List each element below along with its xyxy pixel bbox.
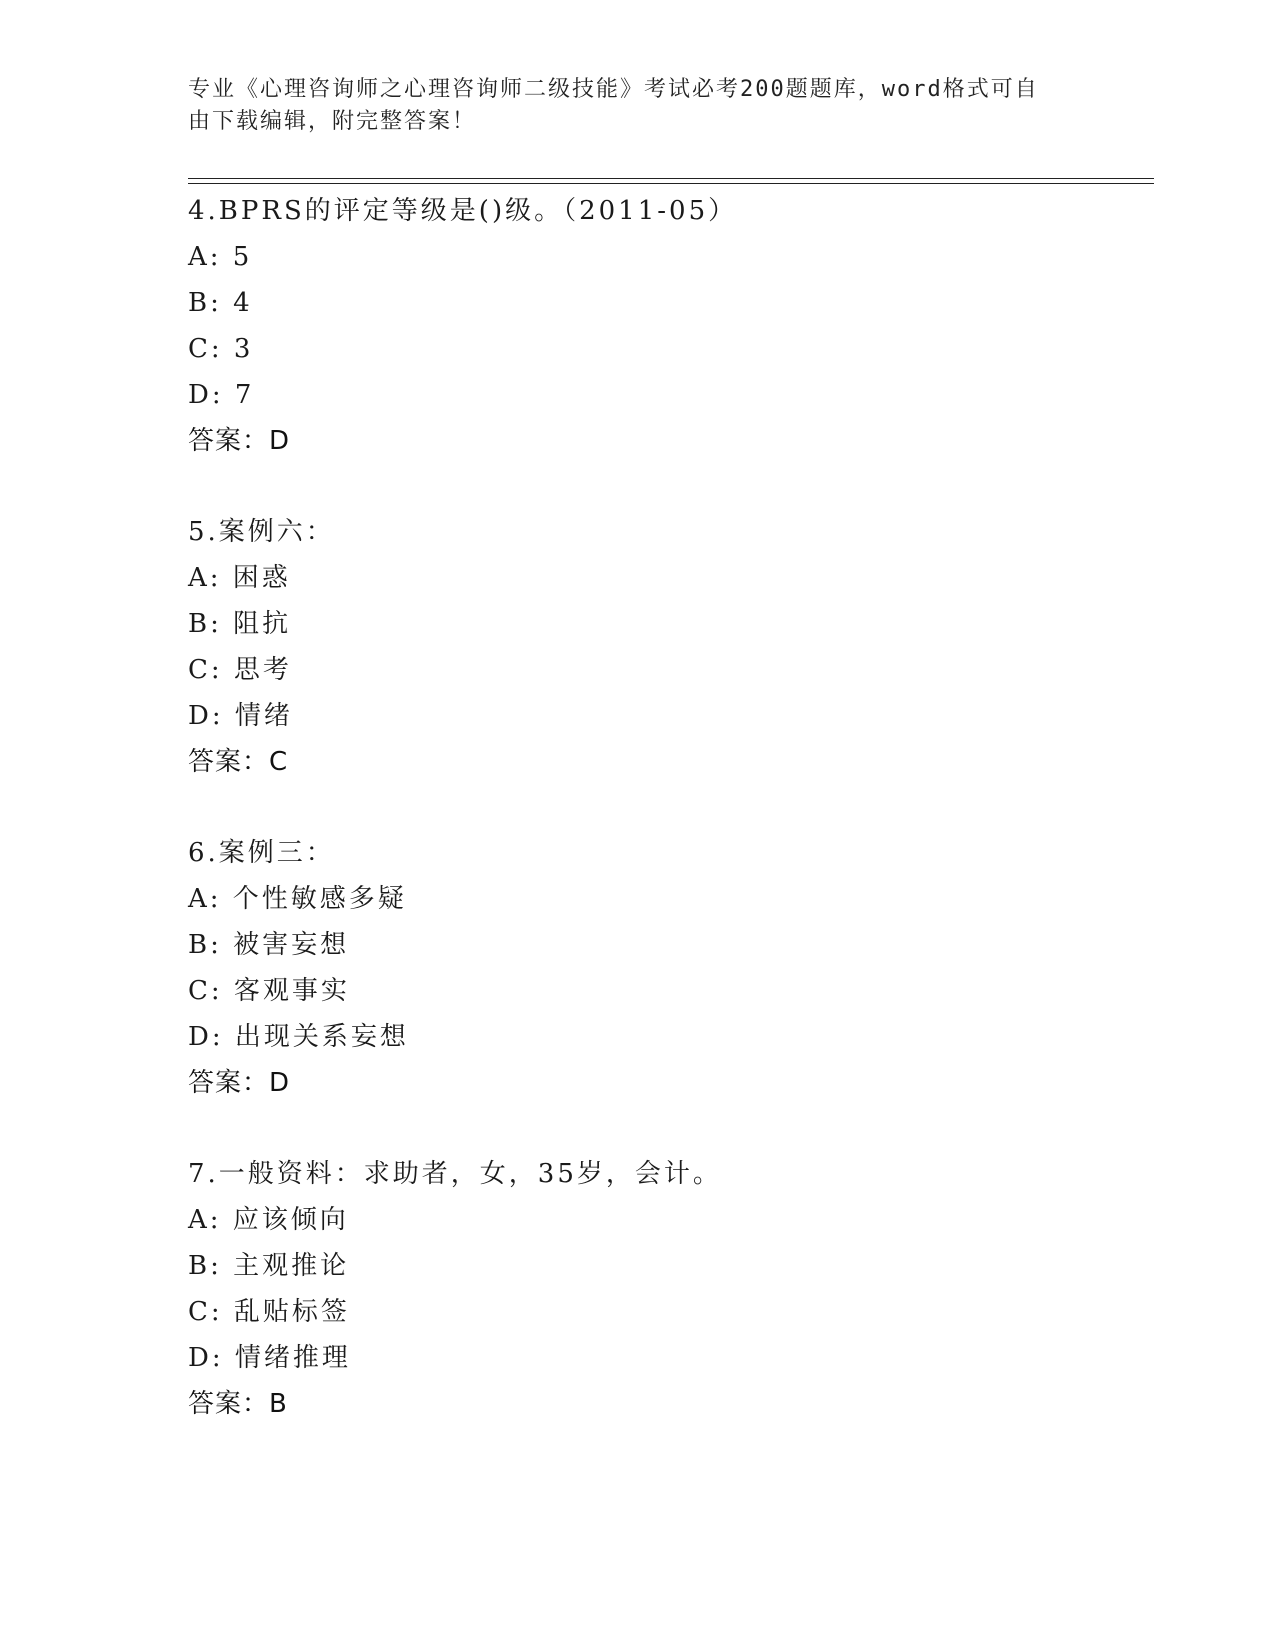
question-stem: 6.案例三： — [188, 838, 335, 868]
option-b: B: 主观推论 — [188, 1251, 350, 1281]
option-d: D: 情绪 — [188, 701, 293, 731]
question-5 — [188, 509, 1154, 785]
header-line-2: 由下载编辑，附完整答案！ — [188, 109, 477, 134]
question-stem: 7.一般资料：求助者，女，35岁，会计。 — [188, 1159, 722, 1189]
question-4 — [188, 188, 1154, 464]
header-divider-bottom — [188, 183, 1154, 184]
option-b: B: 被害妄想 — [188, 930, 350, 960]
question-stem: 4.BPRS的评定等级是()级。（2011-05） — [188, 196, 738, 226]
document-header — [188, 74, 1068, 138]
option-c: C: 乱贴标签 — [188, 1297, 350, 1327]
answer-line: 答案：C — [188, 747, 289, 777]
option-a: A: 5 — [188, 242, 253, 272]
question-stem: 5.案例六： — [188, 517, 335, 547]
option-b: B: 4 — [188, 288, 253, 318]
option-b: B: 阻抗 — [188, 609, 292, 639]
answer-line: 答案：B — [188, 1389, 288, 1419]
option-c: C: 思考 — [188, 655, 292, 685]
option-a: A: 应该倾向 — [188, 1205, 349, 1235]
question-list — [188, 188, 1154, 1472]
question-6 — [188, 830, 1154, 1106]
answer-line: 答案：D — [188, 426, 291, 456]
option-d: D: 7 — [188, 380, 255, 410]
option-d: D: 情绪推理 — [188, 1343, 351, 1373]
option-a: A: 个性敏感多疑 — [188, 884, 407, 914]
question-7 — [188, 1151, 1154, 1427]
option-c: C: 3 — [188, 334, 254, 364]
header-divider-top — [188, 178, 1154, 179]
option-d: D: 出现关系妄想 — [188, 1022, 409, 1052]
option-a: A: 困惑 — [188, 563, 291, 593]
header-line-1: 专业《心理咨询师之心理咨询师二级技能》考试必考200题题库，word格式可自 — [188, 77, 1039, 102]
answer-line: 答案：D — [188, 1068, 291, 1098]
option-c: C: 客观事实 — [188, 976, 350, 1006]
